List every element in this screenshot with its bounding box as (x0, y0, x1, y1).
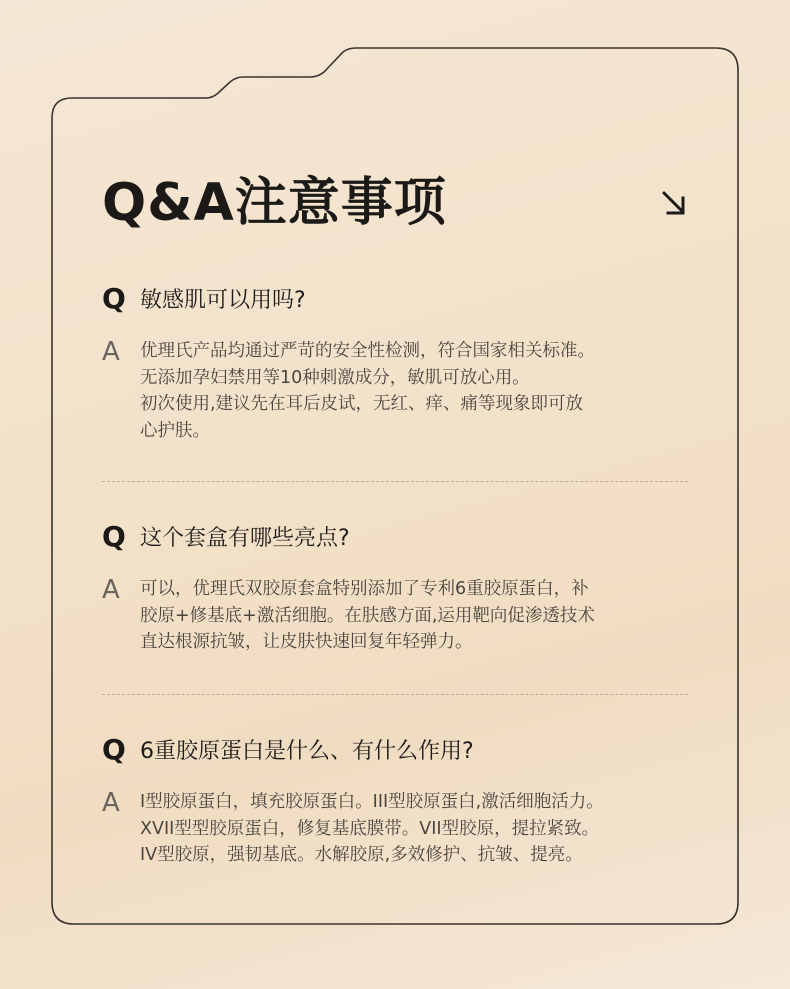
arrow-down-right-icon (658, 188, 688, 218)
question-mark: Q (102, 732, 126, 766)
answer-text (140, 789, 604, 869)
answer-line: XVII型型胶原蛋白，修复基底膜带。VII型胶原，提拉紧致。 (140, 818, 600, 839)
answer-line: 优理氏产品均通过严苛的安全性检测，符合国家相关标准。 (140, 341, 595, 361)
question-text: 这个套盒有哪些亮点? (140, 525, 350, 551)
answer-text (140, 338, 595, 444)
answer-line: 初次使用,建议先在耳后皮试，无红、痒、痛等现象即可放 (140, 394, 584, 414)
answer-row (102, 576, 702, 656)
answer-text (140, 576, 595, 656)
divider (102, 694, 688, 695)
answer-line: I型胶原蛋白，填充胶原蛋白。III型胶原蛋白,激活细胞活力。 (140, 792, 604, 812)
answer-row (102, 789, 702, 869)
qa-item (102, 280, 702, 444)
divider (102, 481, 688, 482)
answer-mark: A (102, 575, 120, 605)
answer-line: 胶原+修基底+激活细胞。在肤感方面,运用靶向促渗透技术 (140, 605, 595, 626)
question-text: 6重胶原蛋白是什么、有什么作用? (140, 738, 474, 764)
answer-line: 可以，优理氏双胶原套盒特别添加了专利6重胶原蛋白，补 (140, 579, 589, 599)
page-title: Q&A注意事项 (102, 173, 447, 233)
question-mark: Q (102, 519, 126, 553)
answer-mark: A (102, 788, 120, 818)
answer-line: 心护肤。 (140, 420, 210, 441)
question-mark: Q (102, 281, 126, 315)
answer-row (102, 338, 702, 444)
answer-line: 无添加孕妇禁用等10种刺激成分，敏肌可放心用。 (140, 367, 530, 388)
qa-item (102, 731, 702, 869)
answer-mark: A (102, 337, 120, 367)
answer-line: 直达根源抗皱，让皮肤快速回复年轻弹力。 (140, 632, 473, 652)
question-row (102, 731, 702, 767)
question-row (102, 280, 702, 316)
answer-line: IV型胶原，强韧基底。水解胶原,多效修护、抗皱、提亮。 (140, 845, 583, 865)
question-row (102, 518, 702, 554)
question-text: 敏感肌可以用吗? (140, 287, 306, 313)
qa-item (102, 518, 702, 656)
